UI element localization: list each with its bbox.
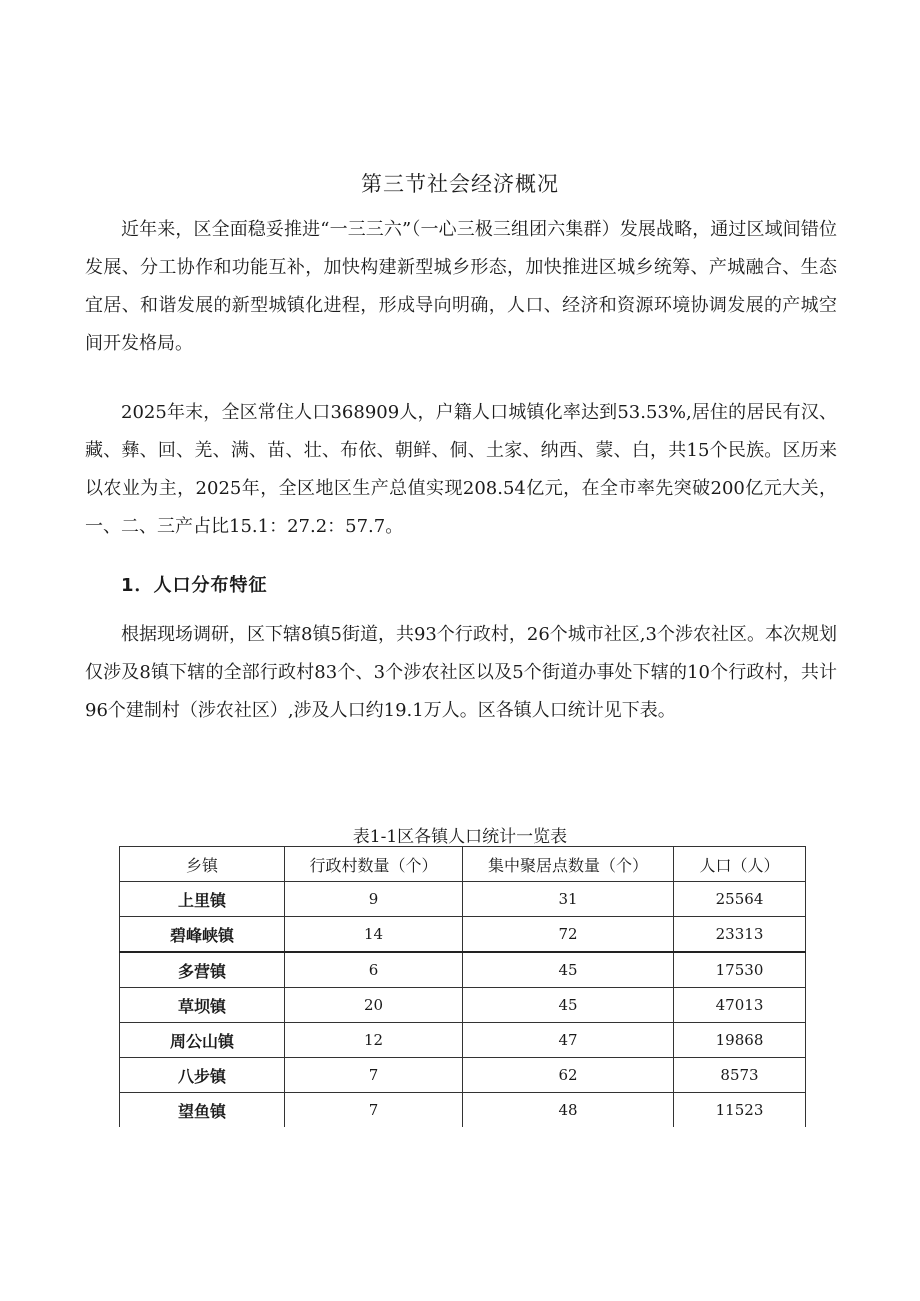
cell-town: 望鱼镇 [120,1093,285,1128]
paragraph-survey-summary: 根据现场调研，区下辖8镇5街道，共93个行政村，26个城市社区,3个涉农社区。本次规划仅涉及8镇下辖的全部行政村83个、3个涉农社区以及5个街道办事处下辖的10个行政村，共计96个建制村（涉农社区）,涉及人口约19.1万人。区各镇人口统计见下表。 [85,624,837,721]
paragraph-development-strategy: 近年来，区全面稳妥推进“一三三六”（一心三极三组团六集群）发展战略，通过区域间错位发展、分工协作和功能互补，加快构建新型城乡形态，加快推进区城乡统筹、产城融合、生态宜居、和谐发展的新型城镇化进程，形成导向明确，人口、经济和资源环境协调发展的产城空间开发格局。 [85,219,837,354]
cell-population: 47013 [674,988,806,1023]
cell-town: 周公山镇 [120,1023,285,1058]
cell-population: 25564 [674,882,806,917]
table-row [120,952,806,988]
cell-town: 草坝镇 [120,988,285,1023]
cell-town: 八步镇 [120,1058,285,1093]
subsection-heading: 1．人口分布特征 [121,575,268,596]
table-row [120,1023,806,1058]
table-row [120,917,806,953]
table-row [120,882,806,917]
table-row [120,1093,806,1128]
cell-settlements: 62 [463,1058,674,1093]
cell-villages: 6 [285,952,463,988]
header-town: 乡镇 [120,847,285,882]
cell-population: 11523 [674,1093,806,1128]
table-caption: 表1-1区各镇人口统计一览表 [352,827,568,847]
cell-population: 17530 [674,952,806,988]
cell-villages: 20 [285,988,463,1023]
cell-settlements: 45 [463,988,674,1023]
cell-settlements: 72 [463,917,674,953]
header-population: 人口（人） [674,847,806,882]
table-header-row [120,847,806,882]
table-row [120,1058,806,1093]
section-title: 第三节社会经济概况 [361,172,559,196]
paragraph-population-economy: 2025年末，全区常住人口368909人，户籍人口城镇化率达到53.53%,居住的居民有汉、藏、彝、回、羌、满、苗、壮、布依、朝鲜、侗、土家、纳西、蒙、白，共15个民族。区历来以农业为主，2025年，全区地区生产总值实现208.54亿元，在全市率先突破200亿元大关，一、二、三产占比15.1：27.2：57.7。 [85,402,837,537]
cell-villages: 14 [285,917,463,953]
header-settlements: 集中聚居点数量（个） [463,847,674,882]
cell-population: 8573 [674,1058,806,1093]
cell-population: 23313 [674,917,806,953]
cell-settlements: 31 [463,882,674,917]
cell-settlements: 45 [463,952,674,988]
header-villages: 行政村数量（个） [285,847,463,882]
cell-town: 多营镇 [120,952,285,988]
table-row [120,988,806,1023]
cell-villages: 7 [285,1093,463,1128]
cell-villages: 12 [285,1023,463,1058]
cell-town: 碧峰峡镇 [120,917,285,953]
cell-population: 19868 [674,1023,806,1058]
cell-villages: 9 [285,882,463,917]
cell-settlements: 48 [463,1093,674,1128]
cell-villages: 7 [285,1058,463,1093]
cell-settlements: 47 [463,1023,674,1058]
population-table [119,846,806,1127]
cell-town: 上里镇 [120,882,285,917]
